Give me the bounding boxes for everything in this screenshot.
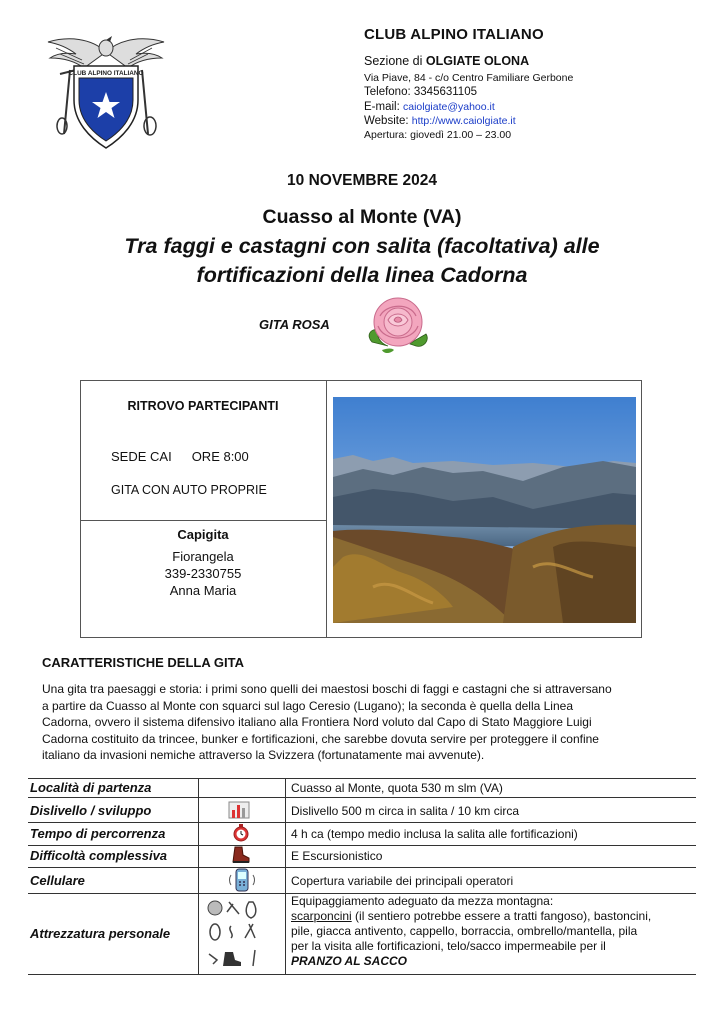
elevation-label: Dislivello / sviluppo [30,803,152,818]
website-link[interactable]: http://www.caiolgiate.it [411,115,516,127]
meeting-place-time [111,449,249,464]
gear-value [291,894,691,969]
gear-line: pile, giacca antivento, cappello, borraccia, ombrello/mantella, pila [291,924,638,938]
gear-lunch: PRANZO AL SACCO [291,954,408,968]
description-line: italiano da invasioni nemiche attraverso la Svizzera (fortunatamente mai avvenute). [42,748,485,762]
event-date: 10 NOVEMBRE 2024 [287,172,437,189]
event-place: Cuasso al Monte (VA) [262,206,462,228]
leader-line: 339-2330755 [164,566,242,581]
description-line: a partire da Cuasso al Monte con squarci sul lago Ceresio (Lugano); la seconda è quella della Linea [42,698,573,713]
phone-coverage-value: Copertura variabile dei principali operatori [291,874,514,888]
phone-label: Telefono: [364,86,411,98]
landscape-photo [333,397,636,623]
cai-logo [46,30,166,154]
description-line: Cadorna, ovvero il sistema difensivo italiano alla Frontiera Nord voluto dal Capo di Stato Maggiore Luigi [42,715,592,729]
difficulty-label: Difficoltà complessiva [30,848,168,863]
gear-line [291,954,691,969]
table-column-divider [198,779,199,974]
meeting-location: SEDE CAI [111,449,172,464]
gear-line: per la visita alle fortificazioni, telo/sacco impermeabile per il [291,939,606,953]
table-rule [28,974,696,975]
table-rule [28,845,696,846]
description-line: Cadorna costituito da trincee, bunker e fortificazioni, che sarebbe dovuta servire per proteggere il confine [42,731,599,746]
time-value: 4 h ca (tempo medio inclusa la salita alle fortificazioni) [291,827,578,841]
gear-line [291,909,691,924]
rose-icon [364,292,432,356]
section-line [364,54,529,68]
elevation-chart-icon [228,800,250,820]
start-label: Località di partenza [30,780,152,795]
gita-rosa-tag: GITA ROSA [259,317,330,332]
club-title: CLUB ALPINO ITALIANO [364,26,544,43]
description-line: Una gita tra paesaggi e storia: i primi sono quelli dei maestosi boschi di faggi e castagni che si attraversano [42,682,612,696]
hiking-boot-icon [231,846,251,864]
opening-hours: Apertura: giovedì 21.00 – 23.00 [364,129,512,141]
phone-number: 3345631105 [413,86,477,98]
mobile-phone-icon [228,867,256,893]
event-subtitle [40,232,684,290]
characteristics-title: CARATTERISTICHE DELLA GITA [42,655,244,670]
table-column-divider [285,779,286,974]
start-value: Cuasso al Monte, quota 530 m slm (VA) [291,781,503,795]
leader-line: Fiorangela [172,549,234,564]
phone-coverage-label: Cellulare [30,873,85,888]
characteristics-description [42,681,684,764]
table-rule [28,822,696,823]
meeting-transport: GITA CON AUTO PROPRIE [111,483,267,497]
section-prefix: Sezione di [364,54,423,68]
address: Via Piave, 84 - c/o Centro Familiare Gerbone [364,72,574,84]
phone-line [364,85,477,99]
stopwatch-icon [233,824,249,842]
gear-line: Equipaggiamento adeguato da mezza montagna: [291,894,554,908]
email-label: E-mail: [364,101,400,113]
elevation-value: Dislivello 500 m circa in salita / 10 km circa [291,804,520,818]
box-divider-vertical [326,380,327,638]
difficulty-value: E Escursionistico [291,849,383,863]
gear-label: Attrezzatura personale [30,926,171,941]
website-label: Website: [364,115,409,127]
table-rule [28,778,696,779]
leaders-title: Capigita [177,527,229,542]
time-label: Tempo di percorrenza [30,826,166,841]
climbing-gear-icon [205,898,271,970]
email-line [364,100,495,114]
subtitle-line-1: Tra faggi e castagni con salita (facoltativa) alle [124,234,600,258]
meeting-title: RITROVO PARTECIPANTI [127,399,279,413]
gear-boots: scarponcini [291,909,352,923]
website-line [364,114,516,128]
logo-text: CLUB ALPINO ITALIANO [68,70,144,77]
leader-line: Anna Maria [169,583,237,598]
meeting-time: ORE 8:00 [191,449,249,464]
section-name: OLGIATE OLONA [425,54,530,68]
table-rule [28,867,696,868]
box-divider-horizontal [80,520,327,521]
gear-line-rest: (il sentiero potrebbe essere a tratti fangoso), bastoncini, [351,909,652,923]
email-link[interactable]: caiolgiate@yahoo.it [402,101,495,113]
subtitle-line-2: fortificazioni della linea Cadorna [196,263,528,287]
table-rule [28,797,696,798]
